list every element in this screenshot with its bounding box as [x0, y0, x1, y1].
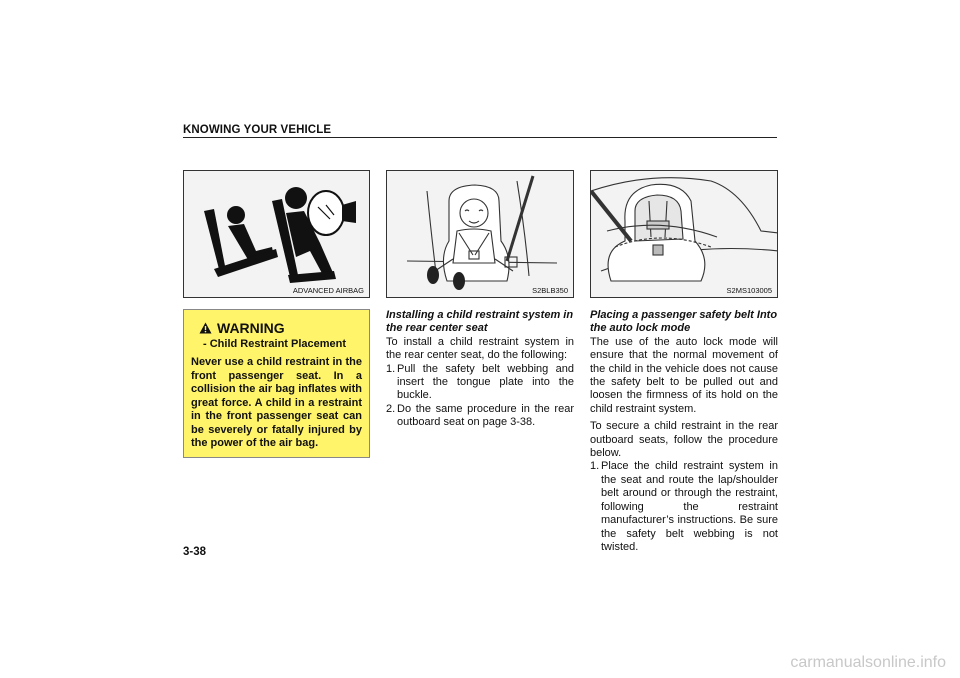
warning-subtitle: - Child Restraint Placement: [203, 338, 347, 350]
section-heading: Placing a passenger safety belt Into the auto lock mode: [590, 309, 778, 335]
warning-triangle-icon: [199, 322, 212, 334]
figure-caption: S2BLB350: [532, 286, 568, 295]
section-install-child-restraint: [386, 309, 574, 430]
seat-belt-illustration-icon: [591, 171, 778, 298]
list-item: 2. Do the same procedure in the rear outboard seat on page 3-38.: [386, 402, 574, 429]
figure-child-seat-belt: [590, 170, 778, 298]
airbag-illustration-icon: [184, 171, 370, 298]
section-paragraph: To secure a child restraint in the rear outboard seats, follow the procedure below.: [590, 420, 778, 460]
section-intro: To install a child restraint system in the rear center seat, do the following:: [386, 335, 574, 362]
figure-caption: ADVANCED AIRBAG: [292, 286, 364, 295]
child-seat-illustration-icon: [387, 171, 574, 298]
figure-child-booster: [386, 170, 574, 298]
list-item: 1. Pull the safety belt webbing and insert the tongue plate into the buckle.: [386, 362, 574, 402]
warning-body: Never use a child restraint in the front passenger seat. In a collision the air bag inflates with great force. A child in a restraint in the front passenger seat can be severely or fatally injured by the power of the air bag.: [191, 356, 362, 449]
page-number: 3-38: [183, 546, 207, 558]
step-list: [590, 460, 778, 554]
header-rule: [183, 137, 777, 138]
section-auto-lock-mode: [590, 309, 778, 554]
page-header: KNOWING YOUR VEHICLE: [183, 124, 332, 136]
warning-title: WARNING: [217, 320, 285, 336]
watermark: carmanualsonline.info: [790, 654, 946, 671]
figure-advanced-airbag: [183, 170, 370, 298]
figure-caption: S2MS103005: [726, 286, 772, 295]
section-paragraph: The use of the auto lock mode will ensure that the normal movement of the child in the vehicle does not cause the safety belt to be pulled out and loosen the firmness of its hold on the child restraint system.: [590, 335, 778, 415]
section-heading: Installing a child restraint system in the rear center seat: [386, 309, 574, 335]
warning-box: [183, 309, 370, 458]
step-list: [386, 363, 574, 430]
list-item: 1. Place the child restraint system in the seat and route the lap/shoulder belt around or through the restraint, following the restraint manufacturer’s instructions. Be sure the safety belt webbing is not twisted.: [590, 460, 778, 553]
